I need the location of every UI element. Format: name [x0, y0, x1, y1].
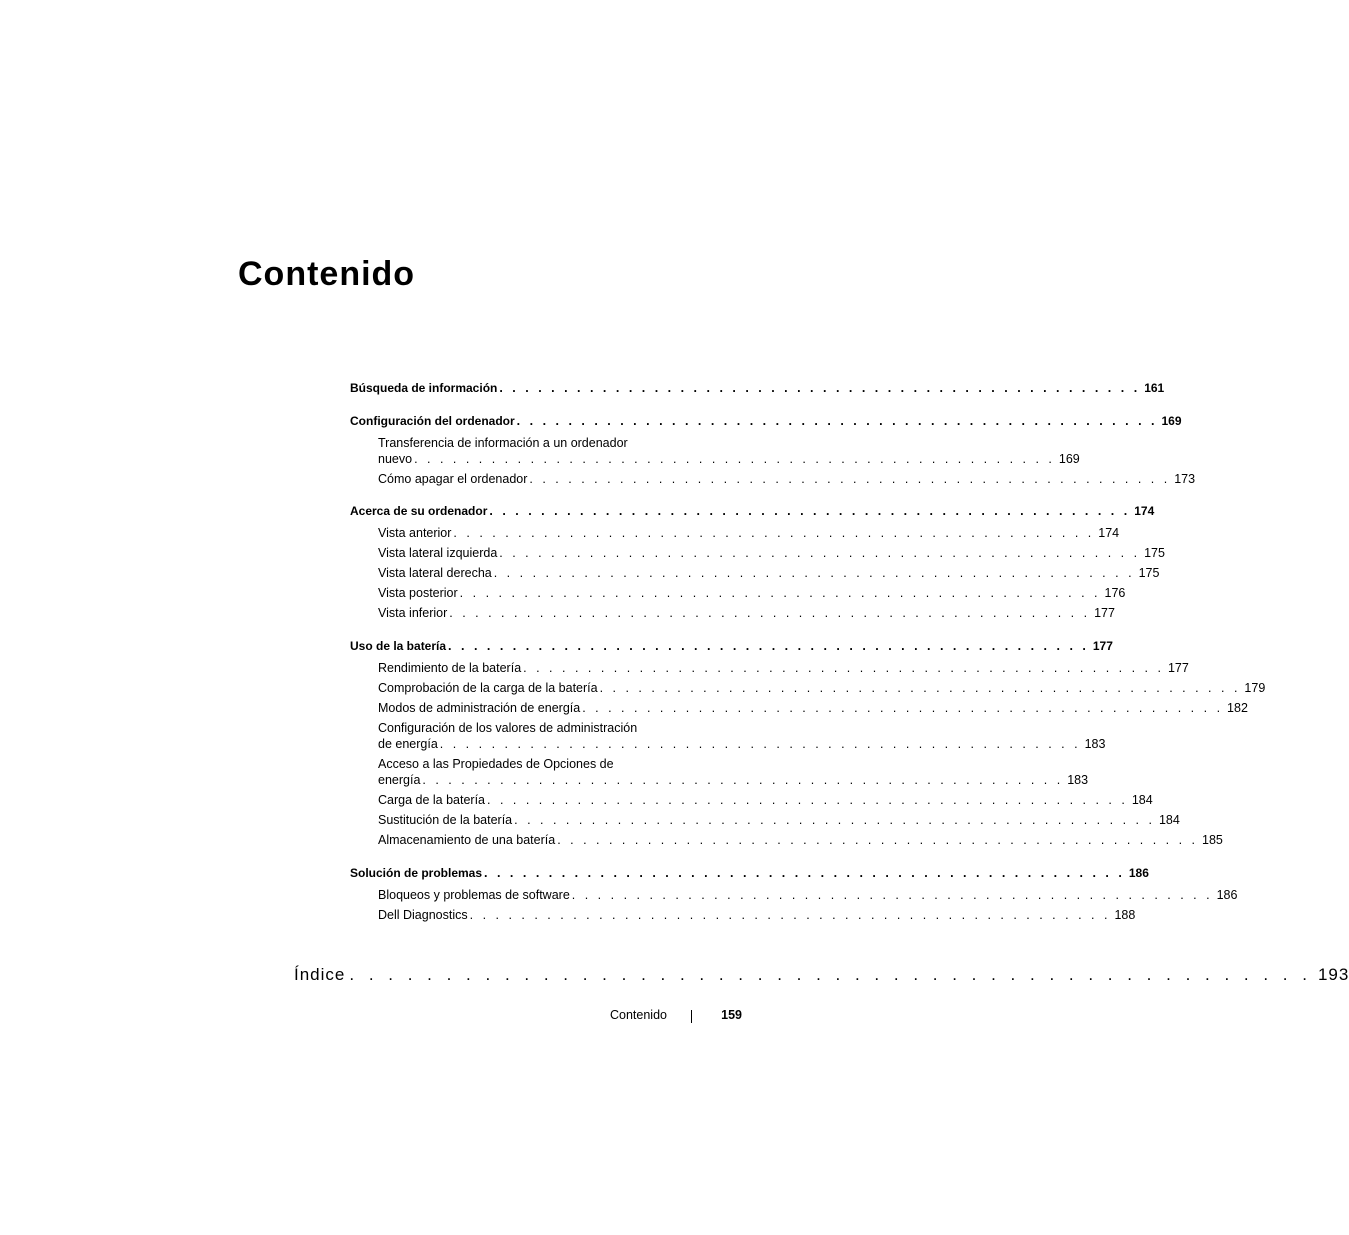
entry-page: 184	[1131, 793, 1153, 807]
toc-section-entry[interactable]	[350, 503, 1155, 519]
dot-leader: . . . . . . . . . . . . . . . . . . . . . . . . . . . . . . . . . . . . . . . . . . . . . . . . . .	[439, 737, 1081, 751]
toc-subentry[interactable]	[350, 525, 1120, 541]
dot-leader: . . . . . . . . . . . . . . . . . . . . . . . . . . . . . . . . . . . . . . . . . . . . . . . . . .	[349, 965, 1312, 984]
entry-label: Sustitución de la batería	[378, 813, 513, 827]
index-label: Índice	[294, 965, 346, 984]
entry-page: 177	[1092, 639, 1113, 653]
page-title: Contenido	[238, 255, 416, 293]
entry-page: 188	[1114, 908, 1136, 922]
entry-page: 169	[1161, 414, 1182, 428]
dot-leader: . . . . . . . . . . . . . . . . . . . . . . . . . . . . . . . . . . . . . . . . . . . . . . . . . .	[514, 813, 1155, 827]
entry-label: Vista lateral izquierda	[378, 546, 498, 560]
dot-leader: . . . . . . . . . . . . . . . . . . . . . . . . . . . . . . . . . . . . . . . . . . . . . . . . . .	[414, 452, 1055, 466]
entry-label: Configuración del ordenador	[350, 414, 515, 428]
toc-subentry[interactable]	[350, 736, 1106, 752]
toc-subentry[interactable]	[350, 660, 1189, 676]
entry-page: 169	[1058, 452, 1080, 466]
toc-subentry[interactable]	[350, 471, 1196, 487]
table-of-contents	[350, 380, 1266, 923]
toc-subentry[interactable]	[350, 545, 1165, 561]
dot-leader: . . . . . . . . . . . . . . . . . . . . . . . . . . . . . . . . . . . . . . . . . . . . . . . . . .	[484, 866, 1125, 880]
entry-page: 174	[1134, 504, 1155, 518]
dot-leader: . . . . . . . . . . . . . . . . . . . . . . . . . . . . . . . . . . . . . . . . . . . . . . . . . .	[453, 526, 1095, 540]
entry-label: Búsqueda de información	[350, 381, 498, 395]
toc-subentry[interactable]	[350, 832, 1223, 848]
entry-label: Vista lateral derecha	[378, 566, 492, 580]
entry-label: Cómo apagar el ordenador	[378, 472, 528, 486]
toc-subentry-line: Transferencia de información a un ordenador	[378, 436, 628, 450]
toc-subentry-line: Configuración de los valores de administración	[378, 721, 638, 735]
toc-section-entry[interactable]	[350, 380, 1165, 396]
dot-leader: . . . . . . . . . . . . . . . . . . . . . . . . . . . . . . . . . . . . . . . . . . . . . . . . . .	[499, 381, 1141, 395]
dot-leader: . . . . . . . . . . . . . . . . . . . . . . . . . . . . . . . . . . . . . . . . . . . . . . . . . .	[599, 681, 1241, 695]
entry-page: 161	[1144, 381, 1165, 395]
entry-page: 183	[1067, 773, 1089, 787]
entry-page: 177	[1094, 606, 1115, 620]
toc-subentry[interactable]	[350, 680, 1266, 696]
dot-leader: . . . . . . . . . . . . . . . . . . . . . . . . . . . . . . . . . . . . . . . . . . . . . . . . . .	[557, 833, 1199, 847]
entry-page: 179	[1244, 681, 1266, 695]
toc-subentry[interactable]	[350, 812, 1180, 828]
index-entry[interactable]	[294, 964, 1349, 986]
entry-label: nuevo	[378, 452, 413, 466]
dot-leader: . . . . . . . . . . . . . . . . . . . . . . . . . . . . . . . . . . . . . . . . . . . . . . . . . .	[487, 793, 1128, 807]
dot-leader: . . . . . . . . . . . . . . . . . . . . . . . . . . . . . . . . . . . . . . . . . . . . . . . . . .	[449, 606, 1091, 620]
toc-subentry[interactable]	[350, 605, 1115, 621]
dot-leader: . . . . . . . . . . . . . . . . . . . . . . . . . . . . . . . . . . . . . . . . . . . . . . . . . .	[571, 888, 1213, 902]
entry-page: 182	[1227, 701, 1248, 715]
dot-leader: . . . . . . . . . . . . . . . . . . . . . . . . . . . . . . . . . . . . . . . . . . . . . . . . . .	[529, 472, 1171, 486]
entry-label: Modos de administración de energía	[378, 701, 581, 715]
entry-label: Rendimiento de la batería	[378, 661, 522, 675]
entry-page: 185	[1202, 833, 1223, 847]
page-number: 159	[721, 1008, 742, 1022]
entry-page: 184	[1158, 813, 1180, 827]
entry-label: Acerca de su ordenador	[350, 504, 488, 518]
entry-label: Uso de la batería	[350, 639, 447, 653]
entry-label: Vista anterior	[378, 526, 452, 540]
dot-leader: . . . . . . . . . . . . . . . . . . . . . . . . . . . . . . . . . . . . . . . . . . . . . . . . . .	[459, 586, 1101, 600]
index-page: 193	[1317, 965, 1349, 984]
toc-subentry[interactable]	[350, 700, 1248, 716]
toc-section-entry[interactable]	[350, 865, 1149, 881]
toc-subentry[interactable]	[350, 451, 1080, 467]
dot-leader: . . . . . . . . . . . . . . . . . . . . . . . . . . . . . . . . . . . . . . . . . . . . . . . . . .	[422, 773, 1064, 787]
toc-subentry[interactable]	[350, 585, 1126, 601]
dot-leader: . . . . . . . . . . . . . . . . . . . . . . . . . . . . . . . . . . . . . . . . . . . . . . . . . .	[469, 908, 1111, 922]
entry-page: 174	[1098, 526, 1120, 540]
dot-leader: . . . . . . . . . . . . . . . . . . . . . . . . . . . . . . . . . . . . . . . . . . . . . . . . . .	[516, 414, 1158, 428]
page-footer	[560, 1006, 742, 1026]
entry-label: Vista inferior	[378, 606, 448, 620]
entry-label: Dell Diagnostics	[378, 908, 468, 922]
toc-subentry[interactable]	[350, 907, 1136, 923]
entry-label: Bloqueos y problemas de software	[378, 888, 570, 902]
toc-subentry[interactable]	[350, 772, 1089, 788]
dot-leader: . . . . . . . . . . . . . . . . . . . . . . . . . . . . . . . . . . . . . . . . . . . . . . . . . .	[489, 504, 1131, 518]
toc-subentry[interactable]	[350, 887, 1238, 903]
entry-page: 183	[1084, 737, 1106, 751]
toc-subentry-line: Acceso a las Propiedades de Opciones de	[378, 757, 614, 771]
toc-section-entry[interactable]	[350, 638, 1113, 654]
dot-leader: . . . . . . . . . . . . . . . . . . . . . . . . . . . . . . . . . . . . . . . . . . . . . . . . . .	[499, 546, 1141, 560]
dot-leader: . . . . . . . . . . . . . . . . . . . . . . . . . . . . . . . . . . . . . . . . . . . . . . . . . .	[582, 701, 1224, 715]
entry-page: 176	[1104, 586, 1126, 600]
toc-section-entry[interactable]	[350, 413, 1182, 429]
footer-separator	[691, 1010, 692, 1023]
entry-label: energía	[378, 773, 421, 787]
toc-subentry[interactable]	[350, 565, 1160, 581]
dot-leader: . . . . . . . . . . . . . . . . . . . . . . . . . . . . . . . . . . . . . . . . . . . . . . . . . .	[448, 639, 1089, 653]
dot-leader: . . . . . . . . . . . . . . . . . . . . . . . . . . . . . . . . . . . . . . . . . . . . . . . . . .	[493, 566, 1135, 580]
entry-page: 175	[1138, 566, 1160, 580]
entry-label: Solución de problemas	[350, 866, 483, 880]
entry-page: 173	[1174, 472, 1196, 486]
entry-page: 186	[1128, 866, 1149, 880]
entry-label: de energía	[378, 737, 438, 751]
entry-label: Almacenamiento de una batería	[378, 833, 556, 847]
entry-page: 186	[1216, 888, 1238, 902]
entry-page: 177	[1167, 661, 1189, 675]
entry-label: Vista posterior	[378, 586, 458, 600]
entry-page: 175	[1144, 546, 1165, 560]
entry-label: Comprobación de la carga de la batería	[378, 681, 598, 695]
entry-label: Carga de la batería	[378, 793, 486, 807]
footer-label: Contenido	[610, 1008, 667, 1022]
dot-leader: . . . . . . . . . . . . . . . . . . . . . . . . . . . . . . . . . . . . . . . . . . . . . . . . . .	[523, 661, 1164, 675]
toc-subentry[interactable]	[350, 792, 1153, 808]
